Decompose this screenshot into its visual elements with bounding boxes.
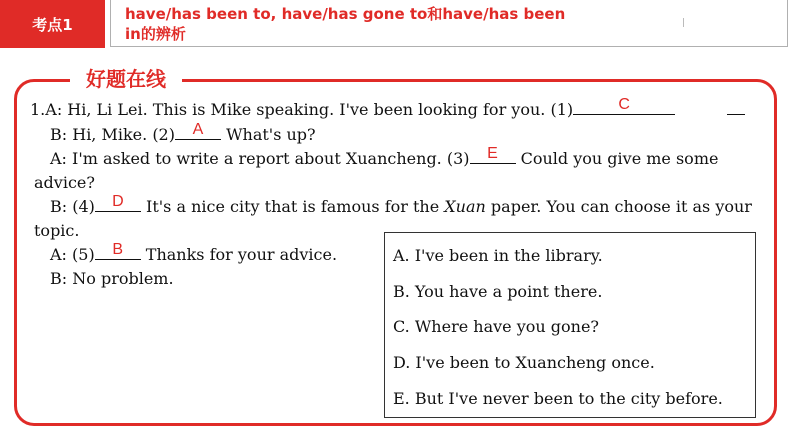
option-c: C. Where have you gone? [393,317,599,336]
dialogue-line-2 [50,123,316,147]
answer-5: B [112,241,124,258]
dialogue-text: topic. [34,221,80,240]
dialogue-line-8 [50,267,174,291]
answer-blank-1[interactable] [573,98,675,115]
option-d: D. I've been to Xuancheng once. [393,353,655,372]
dialogue-text: A: I'm asked to write a report about Xuancheng. (3) [50,149,470,168]
dialogue-line-1 [30,98,745,122]
dialogue-line-4 [34,171,95,195]
dialogue-text: B: (4) [50,197,95,216]
dialogue-text: A: (5) [50,245,95,264]
answer-2: A [192,121,204,138]
section-title: 好题在线 [70,64,182,94]
dialogue-emphasis: Xuan [444,197,486,216]
answer-blank-extra [727,98,745,115]
page-title: have/has been to, have/has gone to和have/has been in的辨析 [125,5,566,43]
header-divider-mark [683,18,684,27]
answer-blank-3[interactable] [470,147,516,164]
dialogue-text: B: No problem. [50,269,174,288]
option-a: A. I've been in the library. [393,246,603,265]
dialogue-line-7 [50,243,337,267]
topic-tag [0,0,105,48]
dialogue-text: paper. You can choose it as your [485,197,752,216]
dialogue-text: It's a nice city that is famous for the [140,197,445,216]
options-box [384,232,756,418]
dialogue-text: 1.A: Hi, Li Lei. This is Mike speaking. I've been looking for you. (1) [30,100,574,119]
dialogue-line-6 [34,219,79,243]
dialogue-text: What's up? [220,125,316,144]
option-e: E. But I've never been to the city before. [393,389,723,408]
option-b: B. You have a point there. [393,282,603,301]
answer-blank-5[interactable] [95,243,141,260]
header-title-box [110,0,788,47]
answer-blank-4[interactable] [95,195,141,212]
answer-3: E [487,145,498,162]
dialogue-text: advice? [34,173,95,192]
dialogue-text: B: Hi, Mike. (2) [50,125,175,144]
topic-tag-label: 考点1 [32,15,73,34]
dialogue-line-3 [50,147,718,171]
answer-blank-2[interactable] [175,123,221,140]
dialogue-text: Could you give me some [515,149,719,168]
answer-1: C [618,96,630,113]
answer-4: D [112,193,124,210]
dialogue-line-5 [50,195,752,219]
dialogue-text: Thanks for your advice. [140,245,338,264]
